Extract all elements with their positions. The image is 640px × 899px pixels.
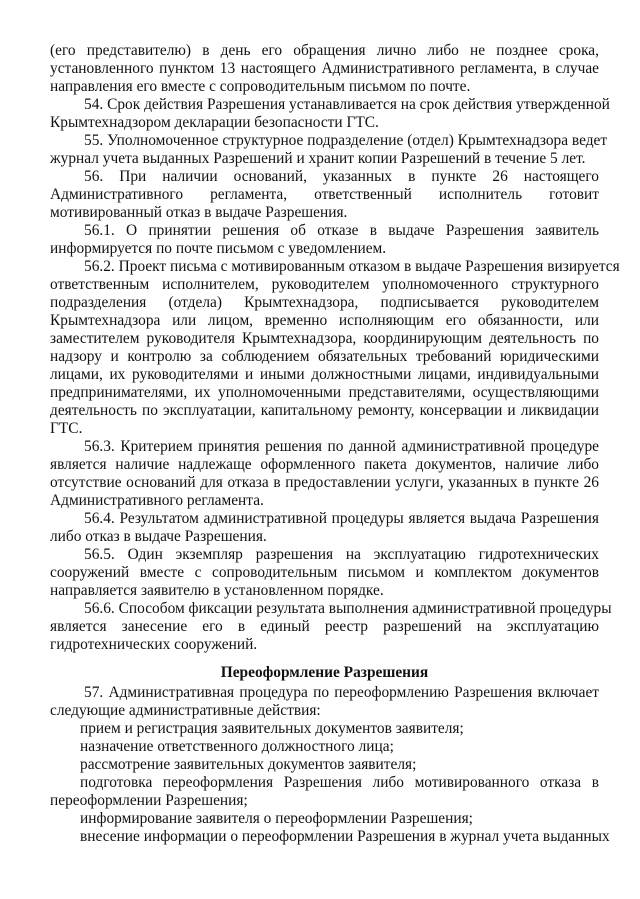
text-line: лицами, их руководителями и иными должностными лицами, индивидуальными: [50, 366, 599, 383]
paragraph-56-2: 56.2. Проект письма с мотивированным отказом в выдаче Разрешения визируется: [84, 258, 620, 275]
text-line: установленного пунктом 13 настоящего Административного регламента, в случае: [50, 60, 599, 77]
text-line: направления его вместе с сопроводительным письмом по почте.: [50, 78, 471, 95]
text-line: направляется заявителю в установленном порядке.: [50, 582, 384, 599]
paragraph-57: 57. Административная процедура по переоформлению Разрешения включает: [84, 684, 599, 701]
paragraph-56-6: 56.6. Способом фиксации результата выполнения административной процедуры: [84, 600, 612, 617]
text-line: гидротехнических сооружений.: [50, 636, 258, 653]
text-line: предпринимателями, их уполномоченными представителями, осуществляющими: [50, 384, 599, 401]
text-line: является наличие надлежаще оформленного пакета документов, наличие либо: [50, 456, 599, 473]
paragraph-56-4: 56.4. Результатом административной процедуры является выдача Разрешения: [84, 510, 599, 527]
text-line: информируется по почте письмом с уведомлением.: [50, 240, 387, 257]
text-line: следующие административные действия:: [50, 702, 321, 719]
text-line: ответственным исполнителем, руководителем уполномоченного структурного: [50, 276, 599, 293]
list-item: внесение информации о переоформлении Разрешения в журнал учета выданных: [80, 828, 610, 845]
text-line: Крымтехнадзором декларации безопасности ГТС.: [50, 114, 379, 131]
text-line: подразделения (отдела) Крымтехнадзора, подписывается руководителем: [50, 294, 599, 311]
text-line: мотивированный отказ в выдаче Разрешения.: [50, 204, 348, 221]
list-item: информирование заявителя о переоформлении Разрешения;: [80, 810, 473, 827]
text-line: надзору и контролю за соблюдением обязательных требований юридическими: [50, 348, 599, 365]
paragraph-56-3: 56.3. Критерием принятия решения по данной административной процедуре: [84, 438, 599, 455]
text-line: отсутствие оснований для отказа в предоставлении услуги, указанных в пункте 26: [50, 474, 599, 491]
list-item: подготовка переоформления Разрешения либо мотивированного отказа в: [80, 774, 599, 791]
text-line: сооружений вместе с сопроводительным письмом и комплектом документов: [50, 564, 599, 581]
text-line: деятельность по эксплуатации, капитальному ремонту, консервации и ликвидации: [50, 402, 599, 419]
text-line: заместителем руководителя Крымтехнадзора, координирующим деятельность по: [50, 330, 599, 347]
paragraph-56-5: 56.5. Один экземпляр разрешения на эксплуатацию гидротехнических: [84, 546, 599, 563]
text-line: является занесение его в единый реестр разрешений на эксплуатацию: [50, 618, 599, 635]
text-line: Административного регламента, ответственный исполнитель готовит: [50, 186, 599, 203]
text-line: Административного регламента.: [50, 492, 264, 509]
text-line: (его представителю) в день его обращения лично либо не позднее срока,: [50, 42, 599, 59]
text-line: ГТС.: [50, 420, 83, 437]
list-item: назначение ответственного должностного лица;: [80, 738, 394, 755]
paragraph-55: 55. Уполномоченное структурное подразделение (отдел) Крымтехнадзора ведет: [84, 132, 608, 149]
paragraph-54: 54. Срок действия Разрешения устанавливается на срок действия утвержденной: [84, 96, 610, 113]
text-line: либо отказ в выдаче Разрешения.: [50, 528, 267, 545]
text-line: журнал учета выданных Разрешений и хранит копии Разрешений в течение 5 лет.: [50, 150, 586, 167]
text-line: Крымтехнадзора или лицом, временно исполняющим его обязанности, или: [50, 312, 599, 329]
list-item: прием и регистрация заявительных документов заявителя;: [80, 720, 464, 737]
list-item: рассмотрение заявительных документов заявителя;: [80, 756, 417, 773]
text-line: переоформлении Разрешения;: [50, 792, 248, 809]
paragraph-56: 56. При наличии оснований, указанных в пункте 26 настоящего: [84, 168, 599, 185]
paragraph-56-1: 56.1. О принятии решения об отказе в выдаче Разрешения заявитель: [84, 222, 599, 239]
section-heading: Переоформление Разрешения: [220, 664, 429, 681]
